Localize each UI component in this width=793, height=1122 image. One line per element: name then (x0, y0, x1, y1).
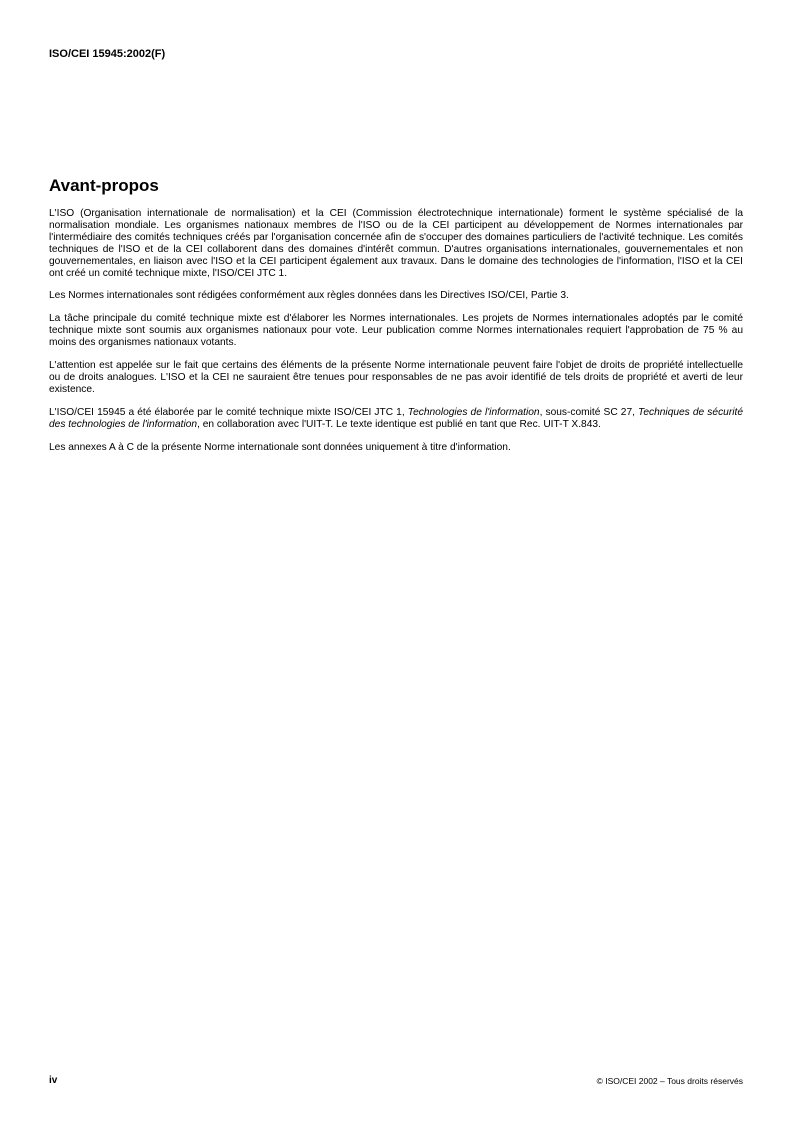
elaboration-text-2: , sous-comité SC 27, (539, 406, 639, 418)
copyright-notice: © ISO/CEI 2002 – Tous droits réservés (596, 1076, 743, 1086)
paragraph-annexes: Les annexes A à C de la présente Norme internationale sont données uniquement à titre d'information. (49, 441, 511, 453)
page-title: Avant-propos (49, 176, 159, 195)
paragraph-elaboration (49, 407, 743, 431)
paragraph-directives: Les Normes internationales sont rédigées conformément aux règles données dans les Directives ISO/CEI, Partie 3. (49, 290, 569, 302)
paragraph-committee-task: La tâche principale du comité technique mixte est d'élaborer les Normes internationales. Les projets de Normes internationales adoptés par le comité technique mixte sont soumis aux organismes nationaux pour vote. Leur publication comme Normes internationales requiert l'approbation de 75 % au moins des organismes nationaux votants. (49, 313, 743, 349)
page-number: iv (49, 1075, 58, 1086)
paragraph-patent-rights: L'attention est appelée sur le fait que certains des éléments de la présente Norme internationale peuvent faire l'objet de droits de propriété intellectuelle ou de droits analogues. L'ISO et la CEI ne sauraient être tenues pour responsables de ne pas avoir identifié de tels droits de propriété et averti de leur existence. (49, 360, 743, 395)
elaboration-text-3: , en collaboration avec l'UIT-T. Le texte identique est publié en tant que Rec. UIT-T X.843. (197, 418, 601, 430)
foreword-body (49, 208, 743, 465)
paragraph-iso-cei-intro: L'ISO (Organisation internationale de normalisation) et la CEI (Commission électrotechnique internationale) forment le système spécialisé de la normalisation mondiale. Les organismes nationaux membres de l'ISO ou de la CEI participent au développement de Normes internationales par l'intermédiaire des comités techniques créés par l'organisation concernée afin de s'occuper des domaines particuliers de l'activité technique. Les comités techniques de l'ISO et de la CEI collaborent dans des domaines d'intérêt commun. D'autres organisations internationales, gouvernementales et non gouvernementales, en liaison avec l'ISO et la CEI participent également aux travaux. Dans le domaine des technologies de l'information, l'ISO et la CEI ont créé un comité technique mixte, l'ISO/CEI JTC 1. (49, 208, 743, 279)
elaboration-committee-title: Technologies de l'information (407, 406, 540, 418)
document-identifier: ISO/CEI 15945:2002(F) (49, 48, 166, 60)
elaboration-text-1: L'ISO/CEI 15945 a été élaborée par le comité technique mixte ISO/CEI JTC 1, (49, 406, 408, 418)
elaboration-subcommittee-title: Techniques de sécurité des technologies de l'information (49, 406, 743, 430)
